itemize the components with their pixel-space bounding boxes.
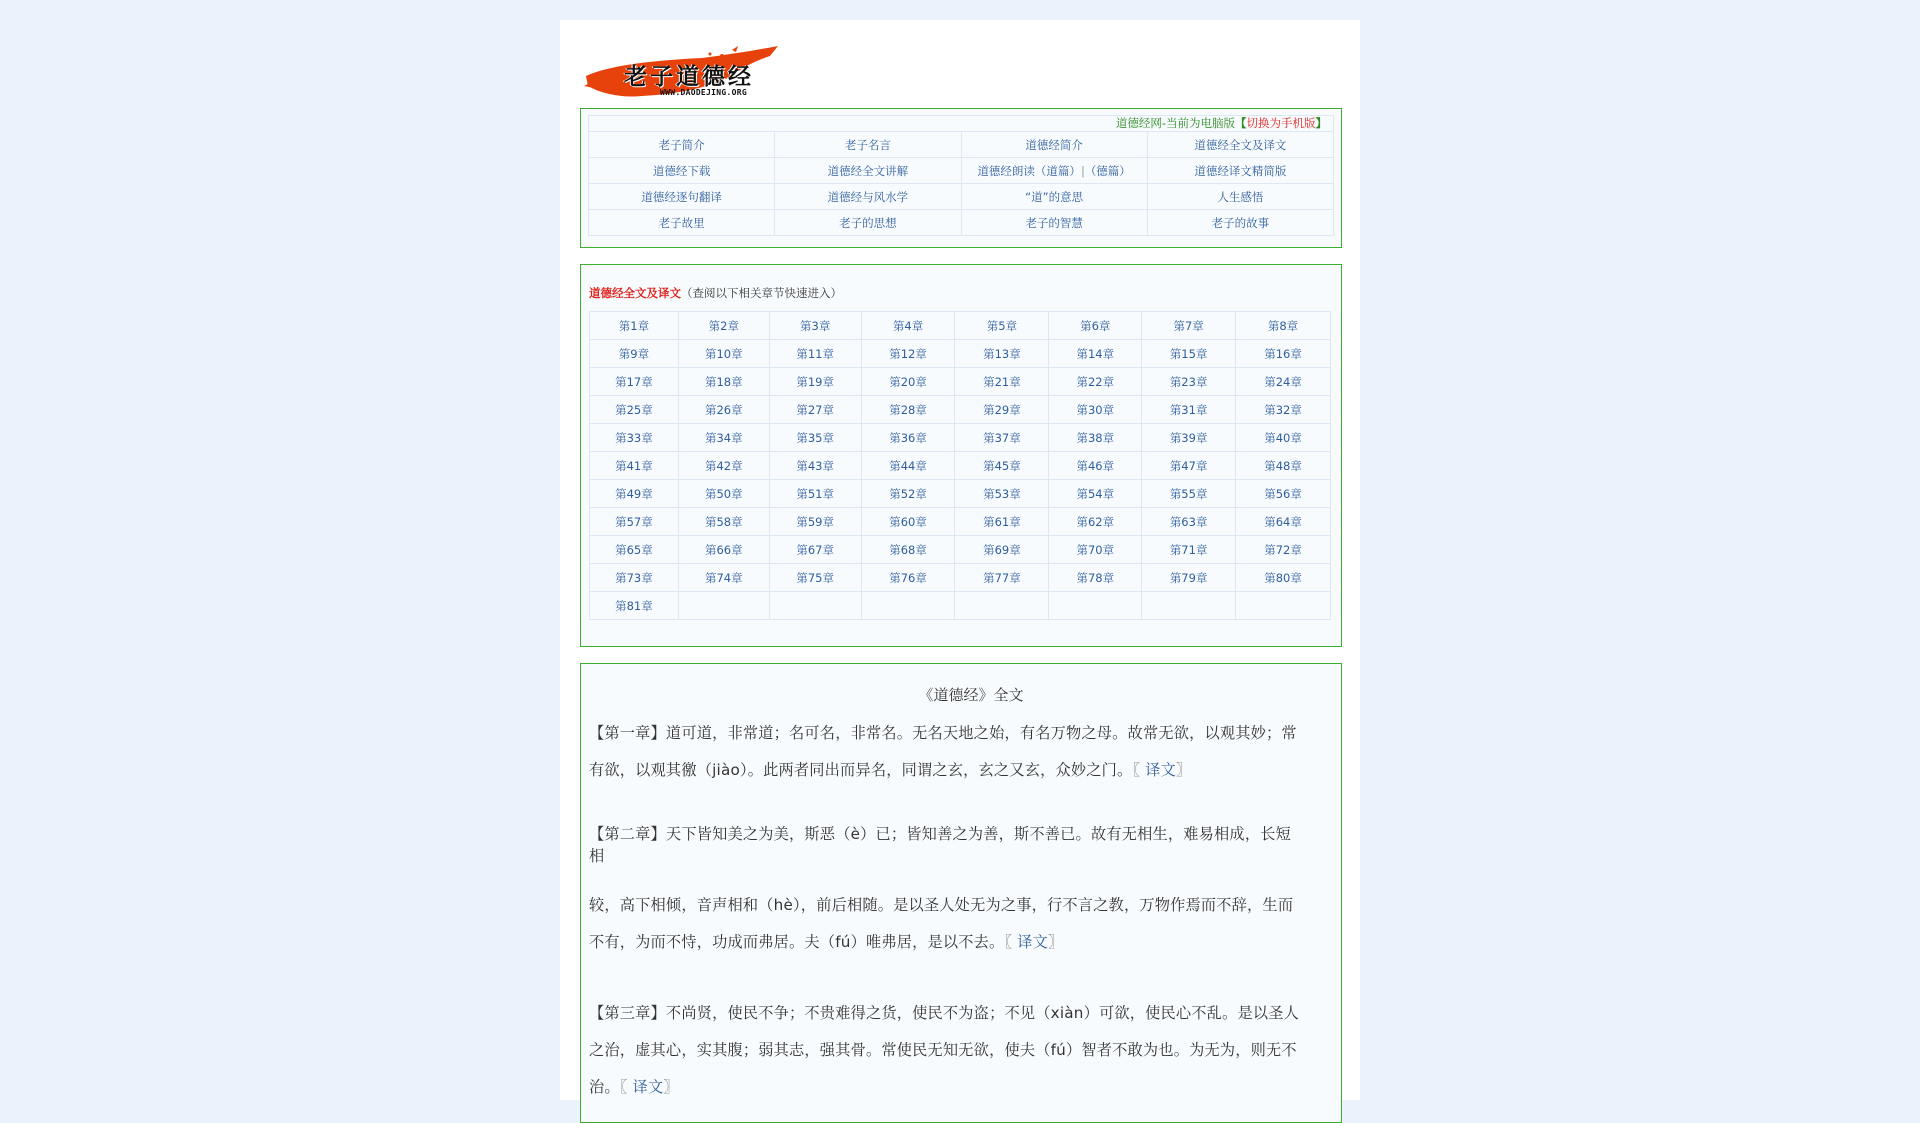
chapter-row (590, 312, 1331, 340)
chapter-link-43[interactable]: 第43章 (769, 452, 861, 480)
chapter-link-71[interactable]: 第71章 (1142, 536, 1236, 564)
chapter-3-line-3: 治。 (589, 1078, 620, 1096)
chapter-link-33[interactable]: 第33章 (590, 424, 679, 452)
chapter-row (590, 480, 1331, 508)
bracket-close: 】 (1315, 116, 1327, 130)
chapter-link-15[interactable]: 第15章 (1142, 340, 1236, 368)
chapter-link-12[interactable]: 第12章 (861, 340, 955, 368)
nav-link-laozi-intro[interactable]: 老子简介 (589, 132, 775, 158)
chapter-2-line-3: 不有，为而不恃，功成而弗居。夫（fú）唯弗居，是以不去。 (589, 933, 1005, 951)
chapter-link-34[interactable]: 第34章 (678, 424, 769, 452)
bracket-open: 〖 (1132, 761, 1141, 779)
chapter-row (590, 340, 1331, 368)
chapter-link-8[interactable]: 第8章 (1236, 312, 1331, 340)
chapter-link-18[interactable]: 第18章 (678, 368, 769, 396)
chapter-row (590, 592, 1331, 620)
chapter-1-line-1: 【第一章】道可道，非常道；名可名，非常名。无名天地之始，有名万物之母。故常无欲，以观其妙；常 (589, 724, 1297, 742)
chapter-3-text (589, 995, 1333, 1106)
chapter-link-75[interactable]: 第75章 (769, 564, 861, 592)
nav-link-fengshui[interactable]: 道德经与风水学 (775, 184, 961, 210)
chapter-table (589, 311, 1331, 620)
chapter-link-31[interactable]: 第31章 (1142, 396, 1236, 424)
chapter-link-5[interactable]: 第5章 (955, 312, 1049, 340)
chapter-row (590, 368, 1331, 396)
chapter-link-73[interactable]: 第73章 (590, 564, 679, 592)
empty-cell (678, 592, 769, 620)
chapter-link-51[interactable]: 第51章 (769, 480, 861, 508)
nav-link-recitation-de[interactable]: （德篇） (1084, 163, 1131, 178)
chapter-link-68[interactable]: 第68章 (861, 536, 955, 564)
chapter-link-78[interactable]: 第78章 (1049, 564, 1142, 592)
chapter-link-56[interactable]: 第56章 (1236, 480, 1331, 508)
empty-cell (955, 592, 1049, 620)
chapter-link-50[interactable]: 第50章 (678, 480, 769, 508)
nav-link-stories[interactable]: 老子的故事 (1147, 210, 1333, 236)
chapter-link-24[interactable]: 第24章 (1236, 368, 1331, 396)
chapter-link-65[interactable]: 第65章 (590, 536, 679, 564)
chapter-2-line-1b: 相 (589, 847, 605, 865)
chapter-link-63[interactable]: 第63章 (1142, 508, 1236, 536)
nav-link-download[interactable]: 道德经下载 (589, 158, 775, 184)
chapters-heading[interactable]: 道德经全文及译文 (589, 286, 681, 300)
chapter-link-17[interactable]: 第17章 (590, 368, 679, 396)
chapter-link-37[interactable]: 第37章 (955, 424, 1049, 452)
chapter-link-23[interactable]: 第23章 (1142, 368, 1236, 396)
chapters-header (589, 283, 1331, 303)
chapter-link-27[interactable]: 第27章 (769, 396, 861, 424)
nav-link-hometown[interactable]: 老子故里 (589, 210, 775, 236)
bracket-open: 【 (1235, 116, 1247, 130)
nav-table (588, 131, 1334, 236)
empty-cell (1142, 592, 1236, 620)
fulltext-box (580, 663, 1342, 1123)
chapter-link-80[interactable]: 第80章 (1236, 564, 1331, 592)
chapter-link-35[interactable]: 第35章 (769, 424, 861, 452)
chapter-grid (590, 312, 1331, 620)
chapter-link-79[interactable]: 第79章 (1142, 564, 1236, 592)
chapter-link-77[interactable]: 第77章 (955, 564, 1049, 592)
bracket-close: 〗 (663, 1078, 679, 1096)
separator: | (1080, 163, 1085, 178)
nav-link-laozi-quotes[interactable]: 老子名言 (775, 132, 961, 158)
chapter-row (590, 536, 1331, 564)
chapter-link-32[interactable]: 第32章 (1236, 396, 1331, 424)
chapter-link-25[interactable]: 第25章 (590, 396, 679, 424)
nav-link-recitation (961, 158, 1147, 184)
nav-link-dao-meaning[interactable]: “道”的意思 (961, 184, 1147, 210)
chapter-link-60[interactable]: 第60章 (861, 508, 955, 536)
chapter-link-28[interactable]: 第28章 (861, 396, 955, 424)
chapter-link-20[interactable]: 第20章 (861, 368, 955, 396)
chapter-link-38[interactable]: 第38章 (1049, 424, 1142, 452)
chapter-link-1[interactable]: 第1章 (590, 312, 679, 340)
chapter-link-55[interactable]: 第55章 (1142, 480, 1236, 508)
chapter-link-74[interactable]: 第74章 (678, 564, 769, 592)
nav-link-life-insights[interactable]: 人生感悟 (1147, 184, 1333, 210)
chapter-link-76[interactable]: 第76章 (861, 564, 955, 592)
chapter-link-14[interactable]: 第14章 (1049, 340, 1142, 368)
chapter-link-53[interactable]: 第53章 (955, 480, 1049, 508)
nav-link-fulltext-translation[interactable]: 道德经全文及译文 (1147, 132, 1333, 158)
chapter-link-29[interactable]: 第29章 (955, 396, 1049, 424)
bracket-close: 〗 (1048, 933, 1064, 951)
chapter-link-72[interactable]: 第72章 (1236, 536, 1331, 564)
chapter-link-64[interactable]: 第64章 (1236, 508, 1331, 536)
chapter-link-45[interactable]: 第45章 (955, 452, 1049, 480)
chapter-1-text (589, 715, 1333, 789)
nav-box (580, 108, 1342, 248)
chapter-link-81[interactable]: 第81章 (590, 592, 679, 620)
nav-link-wisdom[interactable]: 老子的智慧 (961, 210, 1147, 236)
empty-cell (861, 592, 955, 620)
chapter-link-2[interactable]: 第2章 (678, 312, 769, 340)
bracket-open: 〖 (1004, 933, 1013, 951)
fulltext-title: 《道德经》全文 (918, 686, 1024, 704)
chapter-link-10[interactable]: 第10章 (678, 340, 769, 368)
chapter-link-22[interactable]: 第22章 (1049, 368, 1142, 396)
chapter-row (590, 508, 1331, 536)
empty-cell (769, 592, 861, 620)
chapter-link-70[interactable]: 第70章 (1049, 536, 1142, 564)
chapter-2-text (589, 823, 1333, 961)
chapter-link-69[interactable]: 第69章 (955, 536, 1049, 564)
chapter-3-line-1: 【第三章】不尚贤，使民不争；不贵难得之货，使民不为盗；不见（xiàn）可欲，使民心不乱。是以圣人 (589, 1004, 1299, 1022)
chapters-box (580, 264, 1342, 647)
chapter-link-11[interactable]: 第11章 (769, 340, 861, 368)
nav-link-daodejing-intro[interactable]: 道德经简介 (961, 132, 1147, 158)
chapter-row (590, 424, 1331, 452)
chapter-link-47[interactable]: 第47章 (1142, 452, 1236, 480)
chapter-link-26[interactable]: 第26章 (678, 396, 769, 424)
logo-url: WWW.DAODEJING.ORG (660, 88, 747, 97)
chapter-3-translation-link[interactable]: 译文 (632, 1078, 664, 1096)
logo-title: 老子道德经 (624, 64, 754, 90)
chapter-link-48[interactable]: 第48章 (1236, 452, 1331, 480)
empty-cell (1236, 592, 1331, 620)
chapter-link-42[interactable]: 第42章 (678, 452, 769, 480)
bracket-open: 〖 (619, 1078, 628, 1096)
chapter-row (590, 564, 1331, 592)
chapter-link-21[interactable]: 第21章 (955, 368, 1049, 396)
chapter-link-40[interactable]: 第40章 (1236, 424, 1331, 452)
nav-link-thought[interactable]: 老子的思想 (775, 210, 961, 236)
chapter-link-7[interactable]: 第7章 (1142, 312, 1236, 340)
chapter-link-59[interactable]: 第59章 (769, 508, 861, 536)
chapter-link-44[interactable]: 第44章 (861, 452, 955, 480)
chapter-link-62[interactable]: 第62章 (1049, 508, 1142, 536)
nav-link-fulltext-explained[interactable]: 道德经全文讲解 (775, 158, 961, 184)
chapter-link-4[interactable]: 第4章 (861, 312, 955, 340)
chapter-link-16[interactable]: 第16章 (1236, 340, 1331, 368)
version-bar (588, 115, 1334, 131)
switch-to-mobile-link[interactable]: 切换为手机版 (1246, 116, 1316, 130)
chapter-link-19[interactable]: 第19章 (769, 368, 861, 396)
chapter-link-6[interactable]: 第6章 (1049, 312, 1142, 340)
chapter-row (590, 452, 1331, 480)
nav-link-recitation-dao[interactable]: 道德经朗读（道篇） (977, 163, 1081, 178)
chapter-2-line-1: 【第二章】天下皆知美之为美，斯恶（è）已；皆知善之为善，斯不善已。故有无相生，难易相成，长短 (589, 825, 1291, 843)
nav-link-sentence-translation[interactable]: 道德经逐句翻译 (589, 184, 775, 210)
chapters-subheading: （查阅以下相关章节快速进入） (681, 286, 842, 300)
version-status: 道德经网-当前为电脑版 (1115, 116, 1235, 130)
chapter-link-67[interactable]: 第67章 (769, 536, 861, 564)
chapter-link-3[interactable]: 第3章 (769, 312, 861, 340)
chapter-1-translation-link[interactable]: 译文 (1145, 761, 1177, 779)
chapter-2-line-2: 较，高下相倾，音声相和（hè），前后相随。是以圣人处无为之事，行不言之教，万物作焉而不辞，生而 (589, 896, 1294, 914)
chapter-link-9[interactable]: 第9章 (590, 340, 679, 368)
nav-link-translation-concise[interactable]: 道德经译文精简版 (1147, 158, 1333, 184)
bracket-close: 〗 (1176, 761, 1192, 779)
chapter-1-line-2: 有欲，以观其徼（jiào）。此两者同出而异名，同谓之玄，玄之又玄，众妙之门。 (589, 761, 1133, 779)
chapter-link-54[interactable]: 第54章 (1049, 480, 1142, 508)
chapter-2-translation-link[interactable]: 译文 (1017, 933, 1049, 951)
chapter-link-58[interactable]: 第58章 (678, 508, 769, 536)
chapter-link-61[interactable]: 第61章 (955, 508, 1049, 536)
chapter-link-39[interactable]: 第39章 (1142, 424, 1236, 452)
chapter-link-46[interactable]: 第46章 (1049, 452, 1142, 480)
empty-cell (1049, 592, 1142, 620)
page-container (560, 20, 1360, 1100)
chapter-link-52[interactable]: 第52章 (861, 480, 955, 508)
chapter-link-57[interactable]: 第57章 (590, 508, 679, 536)
chapter-link-30[interactable]: 第30章 (1049, 396, 1142, 424)
chapter-link-36[interactable]: 第36章 (861, 424, 955, 452)
chapter-link-13[interactable]: 第13章 (955, 340, 1049, 368)
chapter-link-66[interactable]: 第66章 (678, 536, 769, 564)
chapter-row (590, 396, 1331, 424)
chapter-2-continuation (589, 887, 1333, 961)
site-logo[interactable] (582, 38, 792, 104)
chapter-link-41[interactable]: 第41章 (590, 452, 679, 480)
chapter-link-49[interactable]: 第49章 (590, 480, 679, 508)
chapter-3-line-2: 之治，虚其心，实其腹；弱其志，强其骨。常使民无知无欲，使夫（fú）智者不敢为也。为无为，则无不 (589, 1041, 1297, 1059)
